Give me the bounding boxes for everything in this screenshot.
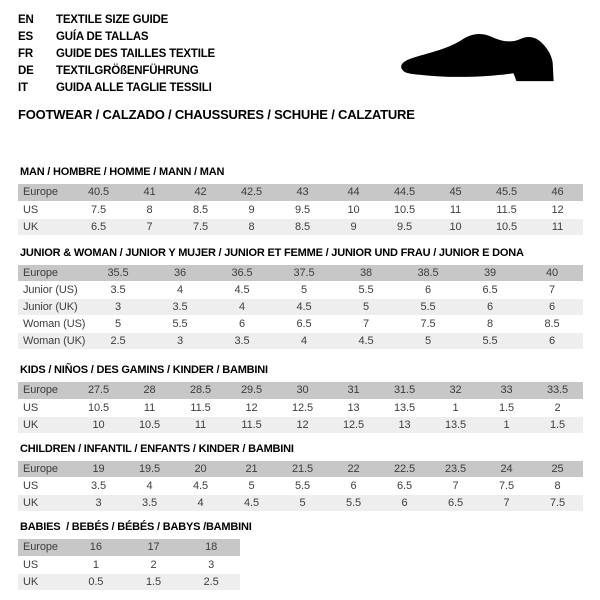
section-man <box>18 166 583 236</box>
size-cell: 6 <box>328 478 379 495</box>
size-cell: 4 <box>149 282 211 299</box>
size-cell: 3.5 <box>211 333 273 350</box>
size-cell: 3.5 <box>87 282 149 299</box>
size-cell: 44 <box>328 184 379 201</box>
size-cell: 5 <box>226 478 277 495</box>
size-cell: 12 <box>277 416 328 433</box>
size-cell: 13.5 <box>379 399 430 416</box>
dress-shoe-icon <box>397 30 583 93</box>
category-heading: FOOTWEAR / CALZADO / CHAUSSURES / SCHUHE / CALZATURE <box>18 107 415 122</box>
size-table-man <box>18 184 583 236</box>
size-cell: 5 <box>335 299 397 316</box>
section-junior-woman <box>18 247 583 351</box>
size-cell: 2.5 <box>87 333 149 350</box>
section-title: BABIES / BEBÉS / BÉBÉS / BABYS /BAMBINI <box>20 521 252 533</box>
size-cell: 4 <box>175 495 226 512</box>
size-cell: 7 <box>521 282 583 299</box>
size-cell: 29.5 <box>226 382 277 399</box>
language-title: GUIDE DES TAILLES TEXTILE <box>56 48 215 60</box>
size-cell: 24 <box>481 461 532 478</box>
size-cell: 13 <box>379 416 430 433</box>
table-row <box>18 573 240 590</box>
size-cell: 46 <box>532 184 583 201</box>
size-cell: 7.5 <box>175 218 226 235</box>
section-title: JUNIOR & WOMAN / JUNIOR Y MUJER / JUNIOR ET FEMME / JUNIOR UND FRAU / JUNIOR E DONA <box>20 246 524 259</box>
size-cell: 8.5 <box>521 316 583 333</box>
size-cell: 32 <box>430 382 481 399</box>
table-row <box>18 184 583 201</box>
size-cell: 0.5 <box>67 573 125 590</box>
size-cell: 6.5 <box>430 495 481 512</box>
size-cell: 7 <box>481 495 532 512</box>
language-code: IT <box>18 82 28 94</box>
language-title: GUIDA ALLE TAGLIE TESSILI <box>56 82 212 94</box>
size-cell: 7.5 <box>73 201 124 218</box>
size-cell: 4 <box>273 333 335 350</box>
table-row <box>18 201 583 218</box>
size-cell: 3.5 <box>149 299 211 316</box>
row-label: US <box>18 478 73 495</box>
size-cell: 6 <box>459 299 521 316</box>
size-cell: 7.5 <box>481 478 532 495</box>
row-label: Europe <box>18 382 73 399</box>
language-code: FR <box>18 48 33 60</box>
size-cell: 3 <box>182 556 240 573</box>
row-label: UK <box>18 218 73 235</box>
size-cell: 9.5 <box>277 201 328 218</box>
size-cell: 11.5 <box>481 201 532 218</box>
table-row <box>18 399 583 416</box>
language-row <box>18 12 583 29</box>
row-label: UK <box>18 573 67 590</box>
size-table-kids <box>18 382 583 434</box>
size-cell: 1 <box>67 556 125 573</box>
size-cell: 5.5 <box>397 299 459 316</box>
table-row <box>18 333 583 350</box>
size-cell: 6 <box>521 299 583 316</box>
size-cell: 36.5 <box>211 265 273 282</box>
table-row <box>18 382 583 399</box>
size-cell: 45.5 <box>481 184 532 201</box>
size-cell: 13.5 <box>430 416 481 433</box>
section-title: CHILDREN / INFANTIL / ENFANTS / KINDER / BAMBINI <box>20 442 294 455</box>
size-cell: 35.5 <box>87 265 149 282</box>
row-label: Woman (US) <box>18 316 87 333</box>
size-cell: 41 <box>124 184 175 201</box>
size-cell: 10 <box>430 218 481 235</box>
size-cell: 42 <box>175 184 226 201</box>
size-cell: 40 <box>521 265 583 282</box>
language-title: TEXTILE SIZE GUIDE <box>56 14 169 26</box>
size-cell: 6.5 <box>379 478 430 495</box>
size-cell: 9 <box>328 218 379 235</box>
size-cell: 5.5 <box>328 495 379 512</box>
table-row <box>18 265 583 282</box>
size-cell: 16 <box>67 539 125 556</box>
size-cell: 5.5 <box>149 316 211 333</box>
size-cell: 11.5 <box>226 416 277 433</box>
size-cell: 6.5 <box>73 218 124 235</box>
size-cell: 19 <box>73 461 124 478</box>
size-cell: 1 <box>430 399 481 416</box>
size-cell: 8.5 <box>175 201 226 218</box>
size-cell: 12 <box>226 399 277 416</box>
size-cell: 6 <box>397 282 459 299</box>
size-cell: 33.5 <box>532 382 583 399</box>
size-cell: 10.5 <box>73 399 124 416</box>
size-cell: 12.5 <box>277 399 328 416</box>
row-label: UK <box>18 495 73 512</box>
size-cell: 5 <box>273 282 335 299</box>
size-cell: 8 <box>124 201 175 218</box>
size-cell: 10.5 <box>379 201 430 218</box>
size-cell: 38.5 <box>397 265 459 282</box>
size-cell: 9.5 <box>379 218 430 235</box>
size-cell: 4.5 <box>226 495 277 512</box>
table-row <box>18 218 583 235</box>
table-row <box>18 416 583 433</box>
row-label: Europe <box>18 461 73 478</box>
section-title: MAN / HOMBRE / HOMME / MANN / MAN <box>20 166 225 178</box>
size-cell: 44.5 <box>379 184 430 201</box>
language-code: DE <box>18 65 34 77</box>
row-label: US <box>18 556 67 573</box>
size-cell: 2 <box>532 399 583 416</box>
size-cell: 13 <box>328 399 379 416</box>
size-cell: 30 <box>277 382 328 399</box>
size-cell: 10 <box>328 201 379 218</box>
size-cell: 3 <box>87 299 149 316</box>
size-cell: 9 <box>226 201 277 218</box>
row-label: US <box>18 201 73 218</box>
size-cell: 31.5 <box>379 382 430 399</box>
size-cell: 27.5 <box>73 382 124 399</box>
size-table-junior-woman <box>18 265 583 351</box>
size-cell: 43 <box>277 184 328 201</box>
language-code: ES <box>18 31 33 43</box>
size-cell: 12.5 <box>328 416 379 433</box>
size-table-babies <box>18 539 240 591</box>
size-cell: 1.5 <box>481 399 532 416</box>
row-label: UK <box>18 416 73 433</box>
size-cell: 5 <box>277 495 328 512</box>
size-cell: 3 <box>149 333 211 350</box>
size-cell: 6.5 <box>273 316 335 333</box>
size-cell: 5 <box>397 333 459 350</box>
size-cell: 33 <box>481 382 532 399</box>
size-cell: 4.5 <box>211 282 273 299</box>
size-cell: 18 <box>182 539 240 556</box>
language-title: GUÍA DE TALLAS <box>56 31 149 43</box>
size-cell: 7 <box>124 218 175 235</box>
row-label: Junior (UK) <box>18 299 87 316</box>
section-kids <box>18 364 583 434</box>
size-cell: 42.5 <box>226 184 277 201</box>
size-cell: 7.5 <box>397 316 459 333</box>
size-cell: 5 <box>87 316 149 333</box>
size-cell: 2.5 <box>182 573 240 590</box>
size-cell: 1.5 <box>125 573 183 590</box>
size-cell: 5.5 <box>459 333 521 350</box>
size-cell: 4 <box>211 299 273 316</box>
size-cell: 20 <box>175 461 226 478</box>
table-row <box>18 495 583 512</box>
size-cell: 22 <box>328 461 379 478</box>
table-row <box>18 539 240 556</box>
size-cell: 4.5 <box>175 478 226 495</box>
size-cell: 1.5 <box>532 416 583 433</box>
size-cell: 6.5 <box>459 282 521 299</box>
row-label: Woman (UK) <box>18 333 87 350</box>
row-label: Europe <box>18 184 73 201</box>
size-cell: 6 <box>379 495 430 512</box>
size-cell: 19.5 <box>124 461 175 478</box>
size-cell: 38 <box>335 265 397 282</box>
size-cell: 6 <box>521 333 583 350</box>
table-row <box>18 478 583 495</box>
size-cell: 21.5 <box>277 461 328 478</box>
size-cell: 10 <box>73 416 124 433</box>
size-cell: 11 <box>124 399 175 416</box>
size-cell: 23.5 <box>430 461 481 478</box>
row-label: US <box>18 399 73 416</box>
size-cell: 4.5 <box>273 299 335 316</box>
size-cell: 7 <box>430 478 481 495</box>
size-cell: 8.5 <box>277 218 328 235</box>
size-cell: 5.5 <box>277 478 328 495</box>
row-label: Europe <box>18 539 67 556</box>
row-label: Junior (US) <box>18 282 87 299</box>
size-cell: 40.5 <box>73 184 124 201</box>
size-cell: 2 <box>125 556 183 573</box>
section-children <box>18 443 583 513</box>
size-cell: 3.5 <box>124 495 175 512</box>
table-row <box>18 299 583 316</box>
size-cell: 8 <box>226 218 277 235</box>
size-cell: 17 <box>125 539 183 556</box>
size-cell: 11 <box>175 416 226 433</box>
size-cell: 25 <box>532 461 583 478</box>
language-title: TEXTILGRÖßENFÜHRUNG <box>56 65 199 77</box>
size-cell: 4 <box>124 478 175 495</box>
size-cell: 4.5 <box>335 333 397 350</box>
size-cell: 37.5 <box>273 265 335 282</box>
language-code: EN <box>18 14 34 26</box>
size-cell: 10.5 <box>124 416 175 433</box>
size-cell: 22.5 <box>379 461 430 478</box>
size-cell: 21 <box>226 461 277 478</box>
size-cell: 31 <box>328 382 379 399</box>
table-row <box>18 461 583 478</box>
section-title: KIDS / NIÑOS / DES GAMINS / KINDER / BAMBINI <box>20 364 268 376</box>
size-cell: 6 <box>211 316 273 333</box>
row-label: Europe <box>18 265 87 282</box>
size-table-children <box>18 461 583 513</box>
size-cell: 8 <box>532 478 583 495</box>
size-cell: 3.5 <box>73 478 124 495</box>
table-row <box>18 316 583 333</box>
table-row <box>18 282 583 299</box>
size-cell: 28.5 <box>175 382 226 399</box>
size-cell: 45 <box>430 184 481 201</box>
size-cell: 39 <box>459 265 521 282</box>
size-cell: 3 <box>73 495 124 512</box>
size-cell: 11 <box>430 201 481 218</box>
size-cell: 7.5 <box>532 495 583 512</box>
size-cell: 12 <box>532 201 583 218</box>
size-cell: 11 <box>532 218 583 235</box>
size-cell: 7 <box>335 316 397 333</box>
size-cell: 1 <box>481 416 532 433</box>
size-cell: 36 <box>149 265 211 282</box>
size-cell: 8 <box>459 316 521 333</box>
size-cell: 5.5 <box>335 282 397 299</box>
size-cell: 11.5 <box>175 399 226 416</box>
size-cell: 28 <box>124 382 175 399</box>
section-babies <box>18 521 583 591</box>
table-row <box>18 556 240 573</box>
size-cell: 10.5 <box>481 218 532 235</box>
